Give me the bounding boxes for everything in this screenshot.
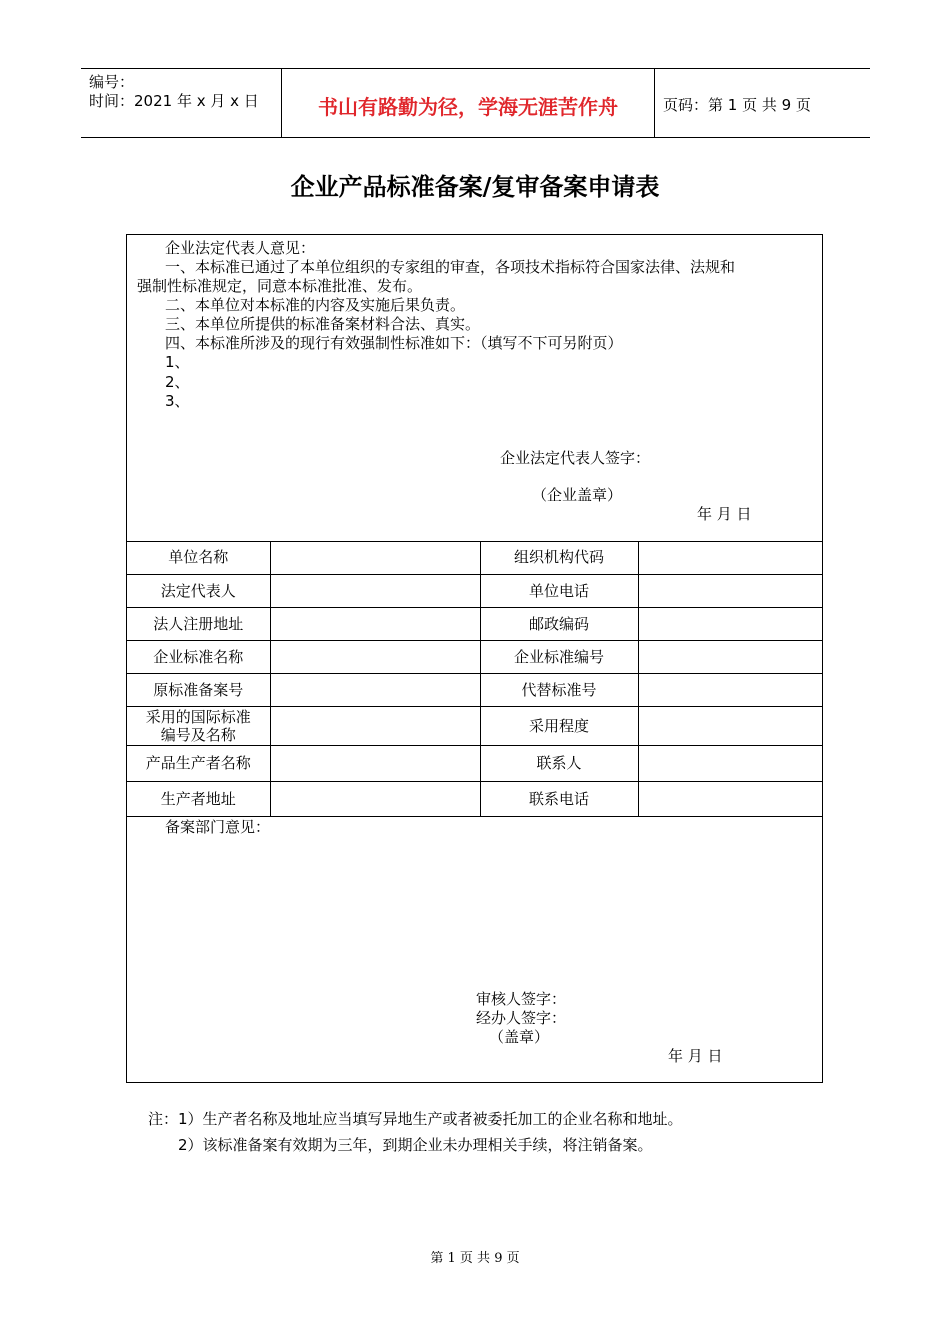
opinion-heading: 企业法定代表人意见： xyxy=(165,239,316,257)
field-label: 生产者地址 xyxy=(127,781,270,816)
reviewer-signature-label: 审核人签字： xyxy=(476,990,567,1008)
note-1: 注：1）生产者名称及地址应当填写异地生产或者被委托加工的企业名称和地址。 xyxy=(148,1110,683,1128)
page-footer: 第 1 页 共 9 页 xyxy=(430,1251,520,1266)
field-label-line: 采用的国际标准 xyxy=(145,707,251,726)
field-value[interactable] xyxy=(270,673,480,706)
field-value[interactable] xyxy=(638,745,822,781)
header-meta xyxy=(89,73,259,111)
representative-opinion-section xyxy=(127,235,822,542)
field-value[interactable] xyxy=(270,640,480,673)
date-label: 时间：2021 年 x 月 x 日 xyxy=(89,92,259,110)
number-label: 编号： xyxy=(89,73,135,91)
table-row xyxy=(127,781,822,816)
field-value[interactable] xyxy=(270,745,480,781)
field-value[interactable] xyxy=(638,541,822,574)
field-value[interactable] xyxy=(638,607,822,640)
field-label: 邮政编码 xyxy=(480,607,638,640)
table-row xyxy=(127,574,822,607)
table-row xyxy=(127,607,822,640)
opinion-line: 一、本标准已通过了本单位组织的专家组的审查，各项技术指标符合国家法律、法规和 xyxy=(165,258,736,276)
field-value[interactable] xyxy=(638,673,822,706)
field-value[interactable] xyxy=(638,640,822,673)
field-label: 法人注册地址 xyxy=(127,607,270,640)
field-value[interactable] xyxy=(638,781,822,816)
opinion-line: 三、本单位所提供的标准备案材料合法、真实。 xyxy=(165,315,481,333)
table-row xyxy=(127,640,822,673)
filing-department-opinion-section xyxy=(127,816,822,1082)
field-label: 代替标准号 xyxy=(480,673,638,706)
header-divider xyxy=(654,69,655,137)
info-table xyxy=(127,541,822,817)
field-label-line: 编号及名称 xyxy=(160,725,236,744)
table-row xyxy=(127,541,822,574)
field-label: 企业标准编号 xyxy=(480,640,638,673)
company-stamp-label: （企业盖章） xyxy=(532,486,623,504)
field-value[interactable] xyxy=(270,706,480,745)
field-label: 原标准备案号 xyxy=(127,673,270,706)
field-label: 组织机构代码 xyxy=(480,541,638,574)
standard-item[interactable]: 3、 xyxy=(165,392,190,410)
page-info: 页码：第 1 页 共 9 页 xyxy=(663,96,811,114)
standard-item[interactable]: 1、 xyxy=(165,353,190,371)
page-header xyxy=(81,68,870,138)
application-form xyxy=(126,234,823,1083)
review-heading: 备案部门意见： xyxy=(165,818,271,836)
opinion-line: 四、本标准所涉及的现行有效强制性标准如下：（填写不下可另附页） xyxy=(165,334,623,352)
standard-item[interactable]: 2、 xyxy=(165,373,190,391)
field-label: 采用程度 xyxy=(480,706,638,745)
field-value[interactable] xyxy=(270,781,480,816)
handler-signature-label: 经办人签字： xyxy=(476,1009,567,1027)
opinion-date: 年 月 日 xyxy=(697,505,752,523)
field-label: 单位电话 xyxy=(480,574,638,607)
header-motto: 书山有路勤为径，学海无涯苦作舟 xyxy=(318,95,618,119)
opinion-line: 二、本单位对本标准的内容及实施后果负责。 xyxy=(165,296,466,314)
field-label: 产品生产者名称 xyxy=(127,745,270,781)
field-value[interactable] xyxy=(638,574,822,607)
field-value[interactable] xyxy=(270,541,480,574)
representative-signature-label: 企业法定代表人签字： xyxy=(500,449,651,467)
field-value[interactable] xyxy=(270,607,480,640)
field-label xyxy=(127,706,270,745)
review-stamp-label: （盖章） xyxy=(489,1028,550,1046)
opinion-line: 强制性标准规定，同意本标准批准、发布。 xyxy=(137,277,423,295)
page-title: 企业产品标准备案/复审备案申请表 xyxy=(290,172,660,201)
review-date: 年 月 日 xyxy=(668,1047,723,1065)
table-row xyxy=(127,706,822,745)
field-label: 法定代表人 xyxy=(127,574,270,607)
field-label: 联系人 xyxy=(480,745,638,781)
field-value[interactable] xyxy=(638,706,822,745)
field-value[interactable] xyxy=(270,574,480,607)
field-label: 单位名称 xyxy=(127,541,270,574)
field-label: 联系电话 xyxy=(480,781,638,816)
table-row xyxy=(127,673,822,706)
table-row xyxy=(127,745,822,781)
field-label: 企业标准名称 xyxy=(127,640,270,673)
note-2: 2）该标准备案有效期为三年，到期企业未办理相关手续，将注销备案。 xyxy=(178,1136,653,1154)
